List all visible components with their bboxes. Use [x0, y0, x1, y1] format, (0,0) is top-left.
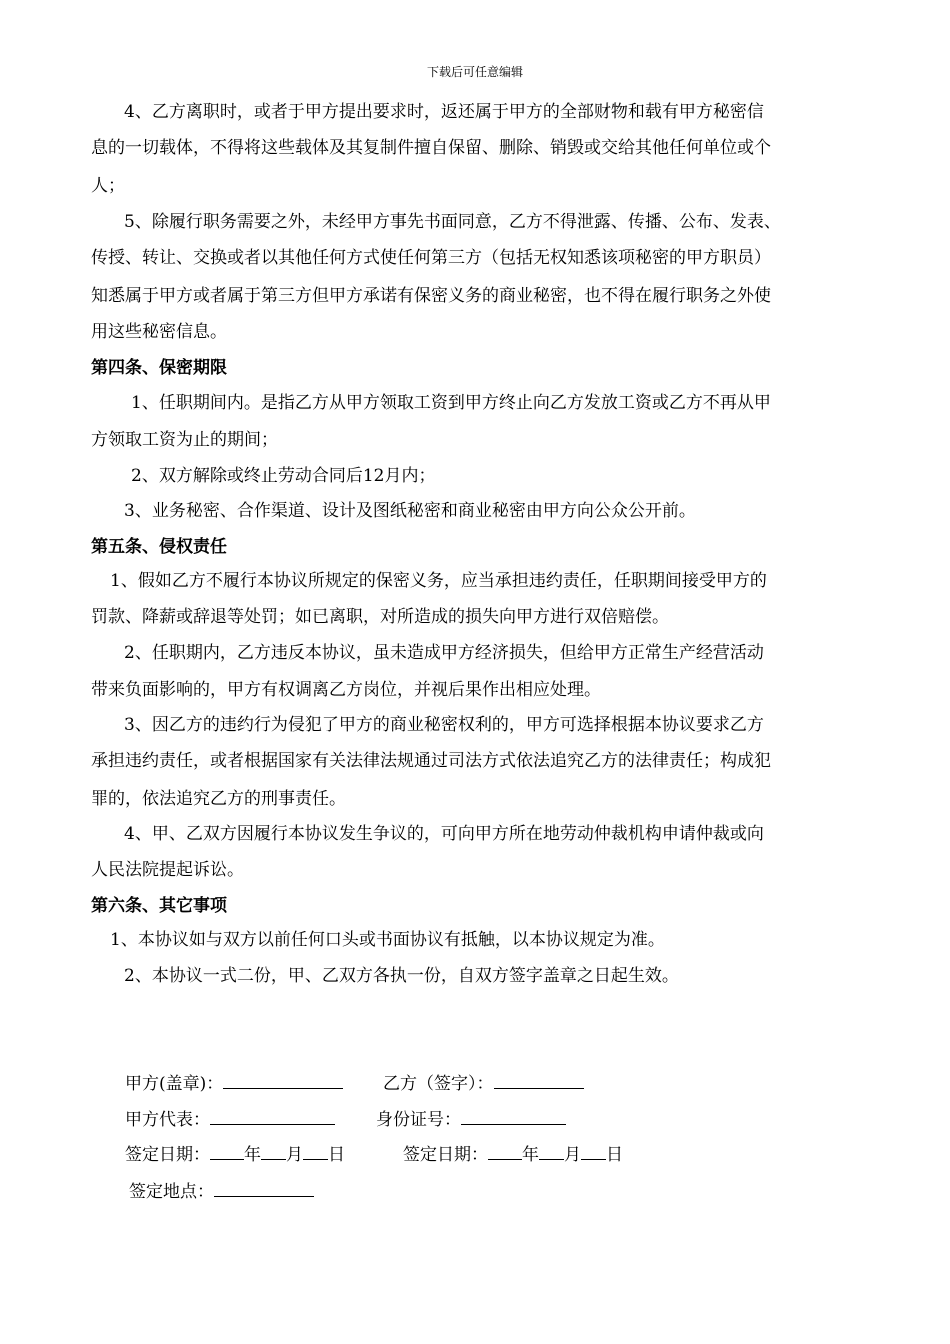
day-blank-a[interactable]	[303, 1141, 328, 1160]
month-blank-b[interactable]	[539, 1141, 564, 1160]
sign-place-blank[interactable]	[214, 1178, 314, 1197]
section6-title: 第六条、其它事项	[91, 896, 227, 916]
day-a: 日	[328, 1145, 345, 1165]
party-a-rep-label: 甲方代表：	[125, 1110, 210, 1130]
month-blank-a[interactable]	[261, 1141, 286, 1160]
s4-item1-line2: 方领取工资为止的期间；	[91, 430, 278, 450]
party-a-seal-blank[interactable]	[223, 1070, 343, 1089]
s5-item4-line2: 人民法院提起诉讼。	[91, 860, 244, 880]
sign-place-row	[129, 1178, 314, 1203]
month-b: 月	[564, 1145, 581, 1165]
sign-date-b-label: 签定日期：	[403, 1145, 488, 1165]
s4-item3: 3、业务秘密、合作渠道、设计及图纸秘密和商业秘密由甲方向公众公开前。	[124, 501, 696, 521]
id-number-row	[376, 1106, 566, 1131]
item5-line4: 用这些秘密信息。	[91, 322, 227, 342]
day-b: 日	[606, 1145, 623, 1165]
party-b-sign-label: 乙方（签字）：	[383, 1074, 494, 1094]
party-a-seal-label: 甲方(盖章)：	[125, 1074, 224, 1094]
party-a-rep-row	[125, 1106, 335, 1131]
s6-item2: 2、本协议一式二份，甲、乙双方各执一份，自双方签字盖章之日起生效。	[124, 966, 679, 986]
id-number-label: 身份证号：	[376, 1110, 461, 1130]
s5-item3-line2: 承担违约责任，或者根据国家有关法律法规通过司法方式依法追究乙方的法律责任；构成犯	[91, 751, 771, 771]
item5-line1: 5、除履行职务需要之外，未经甲方事先书面同意，乙方不得泄露、传播、公布、发表、	[124, 212, 781, 232]
s4-item2: 2、双方解除或终止劳动合同后12月内；	[131, 466, 436, 486]
s5-item1-line1: 1、假如乙方不履行本协议所规定的保密义务，应当承担违约责任，任职期间接受甲方的	[110, 571, 767, 591]
party-a-rep-blank[interactable]	[210, 1106, 335, 1125]
s5-item4-line1: 4、甲、乙双方因履行本协议发生争议的，可向甲方所在地劳动仲裁机构申请仲裁或向	[124, 824, 764, 844]
item5-line2: 传授、转让、交换或者以其他任何方式使任何第三方（包括无权知悉该项秘密的甲方职员）	[91, 248, 771, 268]
day-blank-b[interactable]	[581, 1141, 606, 1160]
sign-date-a-row	[125, 1141, 345, 1166]
page-header: 下载后可任意编辑	[426, 65, 523, 79]
s5-item3-line1: 3、因乙方的违约行为侵犯了甲方的商业秘密权利的，甲方可选择根据本协议要求乙方	[124, 715, 764, 735]
sign-date-b-row	[403, 1141, 623, 1166]
year-blank-b[interactable]	[488, 1141, 522, 1160]
section5-title: 第五条、侵权责任	[91, 537, 227, 557]
s5-item3-line3: 罪的，依法追究乙方的刑事责任。	[91, 789, 346, 809]
s5-item2-line2: 带来负面影响的，甲方有权调离乙方岗位，并视后果作出相应处理。	[91, 680, 601, 700]
s4-item1-line1: 1、任职期间内。是指乙方从甲方领取工资到甲方终止向乙方发放工资或乙方不再从甲	[131, 393, 771, 413]
month-a: 月	[286, 1145, 303, 1165]
item4-line3: 人；	[91, 176, 125, 196]
party-b-sign-row	[383, 1070, 584, 1095]
sign-date-a-label: 签定日期：	[125, 1145, 210, 1165]
s6-item1: 1、本协议如与双方以前任何口头或书面协议有抵触，以本协议规定为准。	[110, 930, 665, 950]
sign-place-label: 签定地点：	[129, 1182, 214, 1202]
party-a-seal-row	[125, 1070, 343, 1095]
section4-title: 第四条、保密期限	[91, 358, 227, 378]
year-a: 年	[244, 1145, 261, 1165]
item4-line2: 息的一切载体，不得将这些载体及其复制件擅自保留、删除、销毁或交给其他任何单位或个	[91, 138, 771, 158]
item4-line1: 4、乙方离职时，或者于甲方提出要求时，返还属于甲方的全部财物和载有甲方秘密信	[124, 102, 764, 122]
id-number-blank[interactable]	[461, 1106, 566, 1125]
s5-item1-line2: 罚款、降薪或辞退等处罚；如已离职，对所造成的损失向甲方进行双倍赔偿。	[91, 607, 669, 627]
year-blank-a[interactable]	[210, 1141, 244, 1160]
year-b: 年	[522, 1145, 539, 1165]
item5-line3: 知悉属于甲方或者属于第三方但甲方承诺有保密义务的商业秘密，也不得在履行职务之外使	[91, 286, 771, 306]
party-b-sign-blank[interactable]	[494, 1070, 584, 1089]
s5-item2-line1: 2、任职期内，乙方违反本协议，虽未造成甲方经济损失，但给甲方正常生产经营活动	[124, 643, 764, 663]
